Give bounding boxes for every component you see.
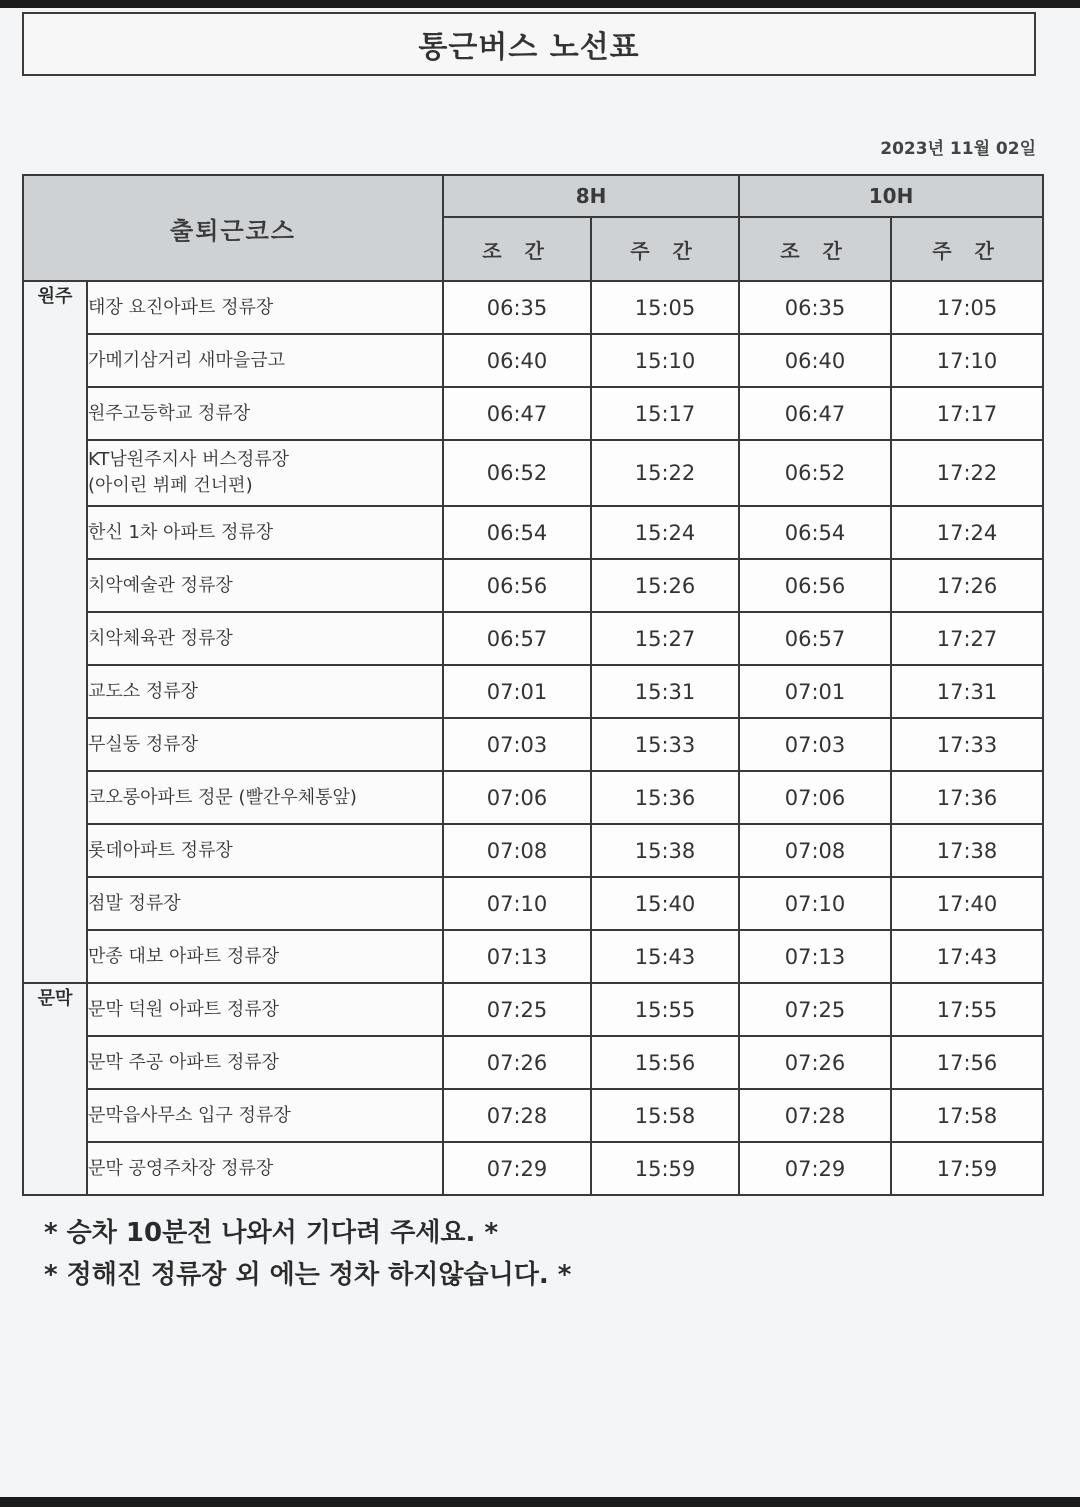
- stop-name: 점말 정류장: [88, 892, 181, 914]
- stop-name-cell: [87, 877, 443, 930]
- time-cell: 07:10: [739, 877, 891, 930]
- time-cell: 15:27: [591, 612, 739, 665]
- time-cell: 17:10: [891, 334, 1043, 387]
- stop-name-cell: [87, 612, 443, 665]
- table-row: [23, 1036, 1043, 1089]
- time-cell: 06:54: [739, 506, 891, 559]
- stop-name-cell: [87, 1142, 443, 1195]
- stop-name: 한신 1차 아파트 정류장: [88, 521, 274, 543]
- time-cell: 06:47: [443, 387, 591, 440]
- time-cell: 15:58: [591, 1089, 739, 1142]
- table-row: [23, 877, 1043, 930]
- photo-top-edge: [0, 0, 1080, 8]
- time-cell: 15:55: [591, 983, 739, 1036]
- table-row: [23, 1089, 1043, 1142]
- time-cell: 17:58: [891, 1089, 1043, 1142]
- stop-name: 문막 덕원 아파트 정류장: [88, 998, 280, 1020]
- stop-name-cell: [87, 559, 443, 612]
- time-cell: 07:08: [443, 824, 591, 877]
- time-cell: 07:03: [739, 718, 891, 771]
- stop-name-note: (아이린 뷔페 건너편): [88, 475, 253, 496]
- time-cell: 07:06: [739, 771, 891, 824]
- time-cell: 07:26: [739, 1036, 891, 1089]
- time-cell: 07:25: [739, 983, 891, 1036]
- time-cell: 07:26: [443, 1036, 591, 1089]
- table-row: [23, 718, 1043, 771]
- table-row: [23, 612, 1043, 665]
- table-row: [23, 1142, 1043, 1195]
- stop-name: 문막 공영주차장 정류장: [88, 1157, 274, 1179]
- stop-name-cell: [87, 1089, 443, 1142]
- stop-name: 만종 대보 아파트 정류장: [88, 945, 280, 967]
- title-box: [22, 12, 1036, 76]
- time-cell: 15:10: [591, 334, 739, 387]
- stop-name: 치악체육관 정류장: [88, 627, 233, 649]
- time-cell: 17:26: [891, 559, 1043, 612]
- time-cell: 15:33: [591, 718, 739, 771]
- stop-name-cell: [87, 1036, 443, 1089]
- time-cell: 15:24: [591, 506, 739, 559]
- sub-header-10h-early: 조 간: [739, 217, 891, 281]
- time-cell: 07:01: [443, 665, 591, 718]
- stop-name-cell: [87, 387, 443, 440]
- time-cell: 06:35: [443, 281, 591, 334]
- time-cell: 07:10: [443, 877, 591, 930]
- time-cell: 06:47: [739, 387, 891, 440]
- table-row: [23, 334, 1043, 387]
- photo-bottom-edge: [0, 1497, 1080, 1507]
- time-cell: 15:40: [591, 877, 739, 930]
- stop-name-cell: [87, 930, 443, 983]
- stop-name-cell: [87, 665, 443, 718]
- time-cell: 07:29: [739, 1142, 891, 1195]
- stop-name-cell: [87, 334, 443, 387]
- bus-schedule-table: [22, 174, 1044, 1196]
- time-cell: 17:27: [891, 612, 1043, 665]
- stop-name: 원주고등학교 정류장: [88, 402, 251, 424]
- stop-name: 문막 주공 아파트 정류장: [88, 1051, 280, 1073]
- note-line: * 승차 10분전 나와서 기다려 주세요. *: [44, 1218, 499, 1248]
- time-cell: 17:55: [891, 983, 1043, 1036]
- page-title: 통근버스 노선표: [418, 30, 640, 65]
- course-header: 출퇴근코스: [23, 175, 443, 281]
- time-cell: 17:22: [891, 440, 1043, 506]
- schedule-body: [23, 281, 1043, 1195]
- time-cell: 15:31: [591, 665, 739, 718]
- time-cell: 15:26: [591, 559, 739, 612]
- time-cell: 17:38: [891, 824, 1043, 877]
- table-row: [23, 930, 1043, 983]
- time-cell: 06:56: [443, 559, 591, 612]
- sub-header-8h-day: 주 간: [591, 217, 739, 281]
- time-cell: 06:52: [739, 440, 891, 506]
- stop-name: 교도소 정류장: [88, 680, 199, 702]
- table-row: [23, 559, 1043, 612]
- time-cell: 17:24: [891, 506, 1043, 559]
- time-cell: 15:36: [591, 771, 739, 824]
- group-header-8h: 8H: [443, 175, 739, 217]
- table-row: [23, 506, 1043, 559]
- stop-name: 태장 요진아파트 정류장: [88, 296, 274, 318]
- stop-name: 문막읍사무소 입구 정류장: [88, 1104, 291, 1126]
- stop-name-cell: [87, 718, 443, 771]
- table-row: [23, 983, 1043, 1036]
- time-cell: 17:40: [891, 877, 1043, 930]
- time-cell: 06:35: [739, 281, 891, 334]
- table-row: [23, 440, 1043, 506]
- stop-name: 코오롱아파트 정문 (빨간우체통앞): [88, 786, 357, 808]
- time-cell: 06:52: [443, 440, 591, 506]
- time-cell: 17:33: [891, 718, 1043, 771]
- time-cell: 07:01: [739, 665, 891, 718]
- time-cell: 17:36: [891, 771, 1043, 824]
- stop-name-cell: [87, 983, 443, 1036]
- time-cell: 15:38: [591, 824, 739, 877]
- time-cell: 17:56: [891, 1036, 1043, 1089]
- time-cell: 07:28: [739, 1089, 891, 1142]
- stop-name-cell: [87, 824, 443, 877]
- stop-name: 롯데아파트 정류장: [88, 839, 233, 861]
- stop-name: 가메기삼거리 새마을금고: [88, 349, 285, 371]
- stop-name-cell: [87, 281, 443, 334]
- time-cell: 15:22: [591, 440, 739, 506]
- time-cell: 17:43: [891, 930, 1043, 983]
- table-row: [23, 281, 1043, 334]
- time-cell: 07:25: [443, 983, 591, 1036]
- stop-name-cell: [87, 771, 443, 824]
- region-label: 원주: [23, 281, 87, 983]
- sub-header-10h-day: 주 간: [891, 217, 1043, 281]
- stop-name: 무실동 정류장: [88, 733, 199, 755]
- table-row: [23, 387, 1043, 440]
- time-cell: 06:56: [739, 559, 891, 612]
- time-cell: 07:13: [443, 930, 591, 983]
- group-header-10h: 10H: [739, 175, 1043, 217]
- time-cell: 17:59: [891, 1142, 1043, 1195]
- table-row: [23, 665, 1043, 718]
- notes: [44, 1212, 571, 1296]
- time-cell: 15:59: [591, 1142, 739, 1195]
- time-cell: 07:28: [443, 1089, 591, 1142]
- time-cell: 07:13: [739, 930, 891, 983]
- time-cell: 17:17: [891, 387, 1043, 440]
- table-row: [23, 771, 1043, 824]
- time-cell: 15:43: [591, 930, 739, 983]
- time-cell: 06:57: [739, 612, 891, 665]
- time-cell: 07:03: [443, 718, 591, 771]
- stop-name: KT남원주지사 버스정류장: [88, 449, 290, 470]
- time-cell: 17:31: [891, 665, 1043, 718]
- sub-header-8h-early: 조 간: [443, 217, 591, 281]
- time-cell: 15:05: [591, 281, 739, 334]
- time-cell: 06:40: [739, 334, 891, 387]
- time-cell: 07:08: [739, 824, 891, 877]
- time-cell: 06:40: [443, 334, 591, 387]
- note-line: * 정해진 정류장 외 에는 정차 하지않습니다. *: [44, 1260, 572, 1290]
- stop-name-cell: [87, 506, 443, 559]
- time-cell: 15:56: [591, 1036, 739, 1089]
- time-cell: 15:17: [591, 387, 739, 440]
- time-cell: 17:05: [891, 281, 1043, 334]
- stop-name-cell: [87, 440, 443, 506]
- document-date: 2023년 11월 02일: [880, 139, 1036, 159]
- time-cell: 06:57: [443, 612, 591, 665]
- stop-name: 치악예술관 정류장: [88, 574, 233, 596]
- time-cell: 07:06: [443, 771, 591, 824]
- region-label: 문막: [23, 983, 87, 1195]
- time-cell: 06:54: [443, 506, 591, 559]
- table-row: [23, 824, 1043, 877]
- time-cell: 07:29: [443, 1142, 591, 1195]
